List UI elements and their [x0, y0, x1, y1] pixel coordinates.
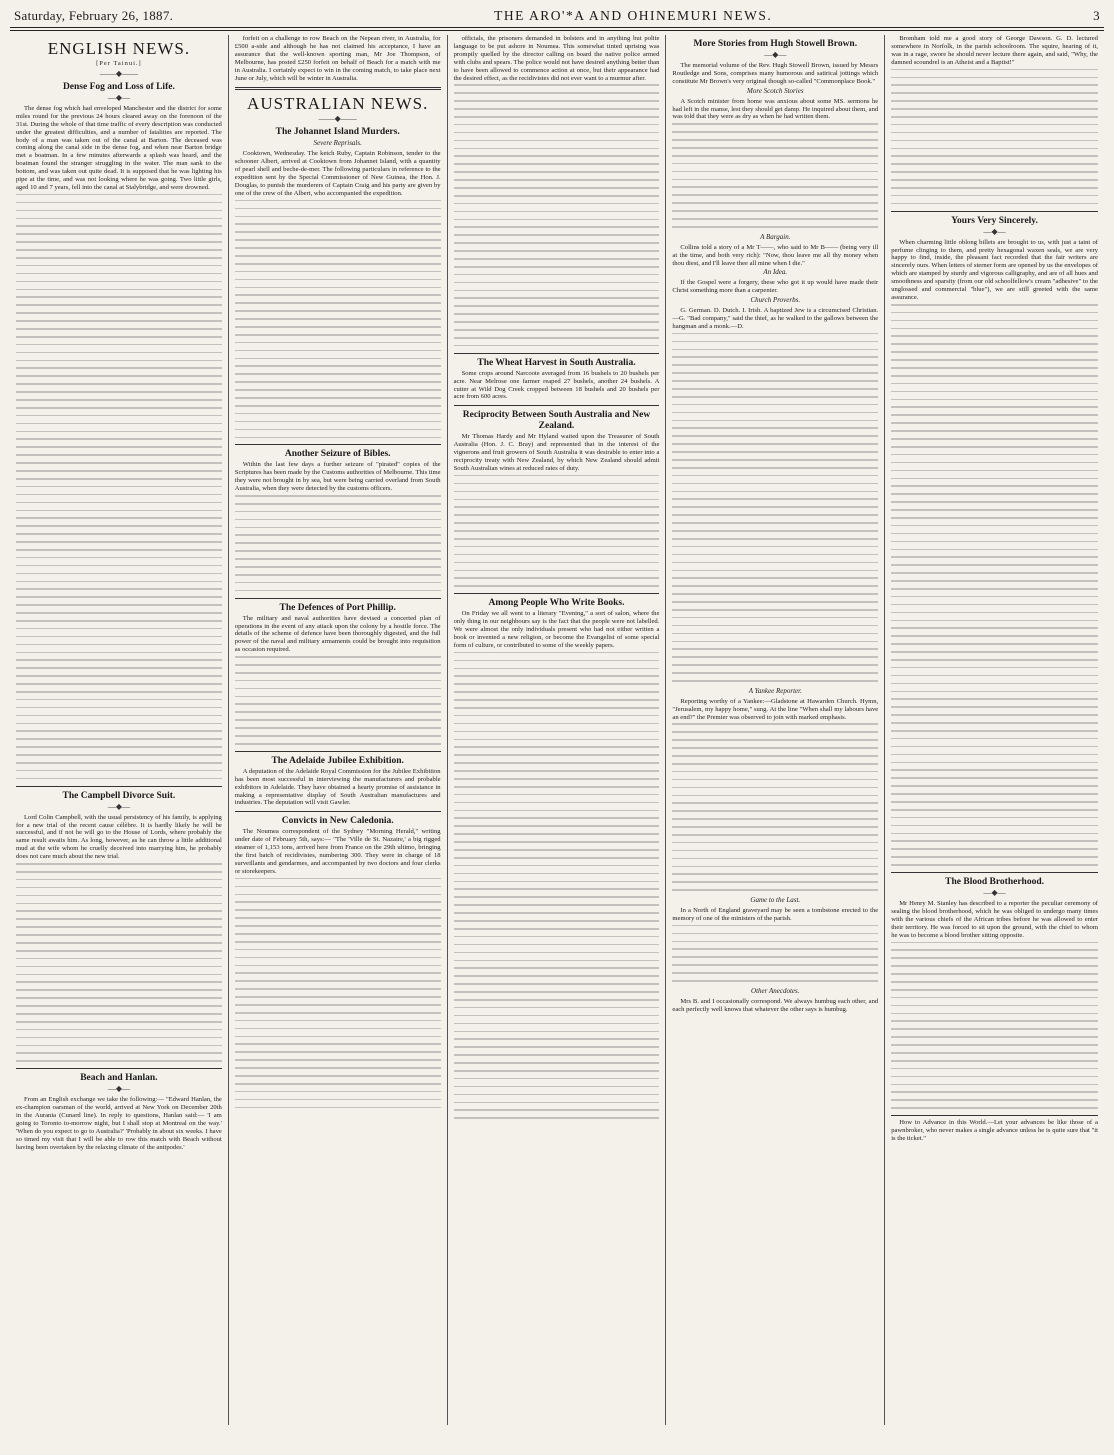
article-rule	[235, 444, 441, 445]
article-text: Lord Colin Campbell, with the usual persistency of his family, is applying for a new trial of the recent cause célèbre. It is hardly likely he will be successful, and if not he will go to the House of Lords, where probably the same result awaits him. As long, however, as he can throw a little additional mud at the wife whom he cruelly deceived into marrying him, he probably does not care much about the new trial.	[16, 813, 222, 861]
article-text: The memorial volume of the Rev. Hugh Stowell Brown, issued by Messrs Routledge and Sons, comprises many humorous and satirical jottings which constitute Mr Brown's very original though so-called "Commonplace Book."	[672, 62, 879, 85]
ornament-divider: —◆—	[983, 226, 1006, 236]
masthead-rule	[10, 28, 1104, 31]
article-rule	[16, 1068, 222, 1069]
newspaper-title: THE ARO'*A AND OHINEMURI NEWS.	[494, 8, 773, 23]
article-title: Another Seizure of Bibles.	[284, 449, 391, 460]
article-subtitle: Other Anecdotes.	[751, 986, 800, 995]
article-title: The Campbell Divorce Suit.	[62, 790, 176, 801]
issue-date: Saturday, February 26, 1887.	[14, 8, 174, 23]
masthead	[10, 6, 1104, 28]
article-text: A deputation of the Adelaide Royal Commission for the Jubilee Exhibition has been most successful in interviewing the manufacturers and probable exhibitors in Adelaide. They have obtained a hearty promise of assistance in making a representative display of South Australian manufactures and industries. The deputation will visit Gawler.	[234, 767, 441, 807]
article-title: The Blood Brotherhood.	[945, 877, 1044, 888]
text-filler	[672, 925, 878, 982]
article-subtitle: More Scotch Stories	[747, 86, 804, 95]
text-filler	[235, 495, 441, 591]
section-rule	[235, 87, 441, 90]
column-3	[448, 35, 667, 1425]
text-filler	[891, 69, 1098, 205]
article-rule	[235, 811, 441, 812]
text-filler	[454, 475, 660, 587]
article-text: Collins told a story of a Mr T——, who said to Mr B—— (being very ill at the time, and both very rich): "Now, thou leave me all thy money when thou diest, and I'll leave thee all mine when I die."	[672, 243, 879, 267]
article-text: Mr Thomas Hardy and Mr Hyland waited upon the Treasurer of South Australia (Hon. J. C. Bray) and represented that in the interest of the vignerons and fruit growers of South Australia it was desirable to enter into a reciprocity treaty with New Zealand, by which New Zealand should admit South Australian wines at reduced rates of duty.	[453, 433, 660, 472]
article-text: When charming little oblong billets are brought to us, with just a taint of perfume clinging to them, and pretty hexagonal waxen seals, we are very happy to find, inside, the pleasant fact recorded that the fair writers are sincerely ours. When letters of sterner form are opened by us the envelopes of which are stamped by sturdy and vigorous calligraphy, and are of all hues and smoothness and sparsity (from our old schoolfellow's cream "adhesive" to the unglossed and commercial "blue"), we are still greeted with the same assurance.	[891, 238, 1098, 301]
ornament-divider: —◆—	[764, 50, 787, 59]
article-title: The Defences of Port Phillip.	[279, 602, 396, 613]
article-title: Among People Who Write Books.	[488, 598, 625, 609]
page-number: 3	[1093, 8, 1100, 23]
article-subtitle: Church Proverbs.	[750, 296, 801, 305]
article-subtitle: A Bargain.	[760, 232, 791, 241]
australian-news-heading: AUSTRALIAN NEWS.	[247, 94, 429, 114]
article-text: Bromham told me a good story of George Dawson. G. D. lectured somewhere in Norfolk, in the parish schoolroom. The squire, hearing of it, was in a rage, swore he should never lecture there again, and said, "Why, the damned scoundrel is an Atheist and a Baptist!"	[891, 35, 1098, 66]
text-filler	[891, 942, 1098, 1109]
article-rule	[235, 598, 441, 599]
ornament-divider: —◆—	[107, 801, 130, 811]
article-text: Cooktown, Wednesday. The ketch Ruby, Captain Robinson, tender to the schooner Albert, arrived at Cooktown from Johannet Island, with a quantity of pearl shell and beche-de-mer. The following particulars in reference to the expedition sent by the Special Commissioner of New Guinea, the Hon. J. Douglas, to punish the murderers of Captain Craig and his party are given by one of the crew of the Albert, who accompanied the expedition.	[234, 150, 441, 197]
english-news-subhead: [Per Tainui.]	[96, 60, 142, 67]
article-text: forfeit on a challenge to row Beach on the Nepean river, in Australia, for £500 a-side and although he has not claimed his acceptance, I have an assurance that the well-known sporting man, Mr Joe Thompson, of Melbourne, has posted £250 forfeit on behalf of Beach for a match with me in Australia. I certainly expect to win in the coming match, to take place next June or July, which will be winter in Australia.	[234, 35, 441, 82]
article-title: The Johannet Island Murders.	[275, 127, 400, 138]
text-filler	[235, 878, 441, 1108]
article-title: The Wheat Harvest in South Australia.	[477, 357, 636, 368]
text-filler	[16, 863, 222, 1062]
article-rule	[454, 405, 660, 406]
article-rule	[454, 353, 660, 354]
article-text: How to Advance in this World.—Let your advances be like those of a pawnbroker, who never makes a single advance unless he is quite sure that "it is the ticket."	[891, 1119, 1098, 1142]
article-title: Reciprocity Between South Australia and New Zealand.	[462, 410, 651, 432]
text-filler	[235, 656, 441, 744]
columns	[10, 35, 1104, 1425]
article-rule	[891, 872, 1098, 873]
article-rule	[891, 211, 1098, 212]
text-filler	[891, 304, 1098, 866]
article-rule	[16, 786, 222, 787]
text-filler	[672, 333, 878, 682]
column-5	[885, 35, 1104, 1425]
article-text: In a North of England graveyard may be seen a tombstone erected to the memory of one of the ministers of the parish.	[672, 906, 879, 922]
article-subtitle: Severe Reprisals.	[313, 139, 362, 148]
article-text: Within the last few days a further seizure of "pirated" copies of the Scriptures has been made by the Customs authorities of Melbourne. This time they were not brought in by sea, but were being carried overland from South Australia, when they were detected by the customs officers.	[234, 461, 441, 493]
column-1	[10, 35, 229, 1425]
text-filler	[16, 194, 222, 780]
article-rule	[454, 593, 660, 594]
article-title: Convicts in New Caledonia.	[281, 816, 394, 827]
article-text: If the Gospel were a forgery, these who got it up would have made their Christ something more than a carpenter.	[672, 279, 879, 295]
text-filler	[454, 652, 660, 1119]
article-text: The military and naval authorities have devised a concerted plan of operations in the event of any attack upon the colony by a hostile force. The details of the scheme of defence have been thoroughly digested, and the full power of the naval and military armaments could be brought into requisition as occasion required.	[234, 614, 441, 654]
article-rule	[891, 1115, 1098, 1116]
column-2	[229, 35, 448, 1425]
article-title: The Adelaide Jubilee Exhibition.	[271, 755, 404, 766]
text-filler	[672, 123, 878, 227]
article-subtitle: Game to the Last.	[750, 896, 801, 905]
column-4	[666, 35, 885, 1425]
article-title: Beach and Hanlan.	[80, 1073, 158, 1084]
english-news-heading: ENGLISH NEWS.	[47, 39, 191, 58]
text-filler	[672, 723, 878, 890]
article-text: From an English exchange we take the following:— "Edward Hanlan, the ex-champion oarsman of the world, arrived at New York on December 20th in the Aurania (Cunard line). In reply to questions, Hanlan said:— 'I am going to Toronto to-morrow night, but I shall stop at Montreal on the way.' 'When do you expect to go to Australia?' 'Probably in about six weeks. I have so timed my visit that I will be able to row this match with Beach without having been overtaken by the relaxing climate of the antipodes.'	[16, 1096, 222, 1151]
article-text: Some crops around Narcoote averaged from 16 bushels to 20 bushels per acre. Near Melrose one farmer reaped 27 bushels, another 24 bushels. A cutter at Wild Dog Creek cropped between 18 bushels and 20 bushels per acre from 600 acres.	[453, 369, 660, 401]
ornament-divider: ——◆——	[99, 68, 138, 78]
text-filler	[235, 200, 441, 438]
ornament-divider: —◆—	[107, 1084, 130, 1094]
text-filler	[454, 84, 660, 346]
article-text: A Scotch minister from home was anxious about some MS. sermons he had left in the manse, lest they should get damp. He inquired about them, and was told that they were as dry as when he had written them.	[672, 97, 879, 121]
ornament-divider: —◆—	[983, 888, 1006, 898]
article-text: Reporting worthy of a Yankee:—Gladstone at Hawarden Church. Hymn, "Jerusalem, my happy home," sung. At the line "When shall my labours have an end?" the Premier was observed to join with marked emphasis.	[672, 697, 879, 721]
article-text: On Friday we all went to a literary "Evening," a sort of salon, where the only thing in our neighbours say is the fact that the people were not labelled. We were almost the only individuals present who had not either written a book or invented a new religion, or become the Evangelist of some special form of culture, or contributed to some of the weekly papers.	[453, 610, 660, 649]
article-subtitle: An Idea.	[763, 268, 788, 277]
article-text: Mrs B. and I occasionally correspond. We always humbug each other, and each perfectly well knows that whatever the other says is humbug.	[672, 997, 879, 1013]
article-title: Dense Fog and Loss of Life.	[62, 81, 175, 92]
article-subtitle: A Yankee Reporter.	[748, 686, 802, 695]
article-title: Yours Very Sincerely.	[951, 215, 1038, 226]
article-text: G. German. D. Dutch. I. Irish. A baptized Jew is a circumcised Christian.—G. "Bad company," said the thief, as he walked to the gallows between the hangman and a monk.—D.	[672, 307, 879, 330]
article-text: officials, the prisoners demanded in bolsters and in anything but polite language to be put ashore in Noumea. This somewhat tinted uprising was promptly quelled by the director calling on board the native police armed with clubs and spears. The police would not have desired anything better than to have been allowed to commence action at once, but their appearance had the desired effect, as the recidivistes did not ever want to a murmur after.	[453, 35, 660, 82]
article-text: The Noumea correspondent of the Sydney "Morning Herald," writing under date of February 5th, says:— "The 'Ville de St. Nazaire,' a big rigged steamer of 1,153 tons, arrived here from France on the 29th ultimo, bringing the first batch of recidivistes, numbering 300. They were in charge of 18 surveillants and gendarmes, and accompanied by two doctors and four clerks or storekeepers.	[234, 828, 441, 875]
ornament-divider: —◆—	[107, 92, 130, 102]
article-text: Mr Henry M. Stanley has described to a reporter the peculiar ceremony of sealing the blood brotherhood, which he was obliged to undergo many times with the various chiefs of the African tribes before he was allowed to enter their territory. He was forced to sit upon the ground, with the chief to whom he was to become a blood brother sitting opposite.	[891, 900, 1098, 939]
ornament-divider: ——◆——	[318, 114, 357, 124]
article-rule	[235, 751, 441, 752]
article-title: More Stories from Hugh Stowell Brown.	[693, 39, 858, 49]
article-text: The dense fog which had enveloped Manchester and the district for some miles round for the previous 24 hours cleared away on the forenoon of the 31st. During the whole of that time traffic of every description was conducted under the greatest difficulties, and a number of fatalities are reported. The body of a man was taken out of the canal at Barton. The deceased was coming along the canal side in the dense fog, and when near Barton bridge met a boatman. In a few minutes afterwards a splash was heard, and the boatman found the stranger struggling in the water. The man sank to the bottom, and was taken out quite dead. It is supposed that he was lighting his pipe at the time, and was not looking where he was going. Two little girls, aged 10 and 7 years, fell into the canal at Stalybridge, and were drowned.	[16, 104, 222, 191]
